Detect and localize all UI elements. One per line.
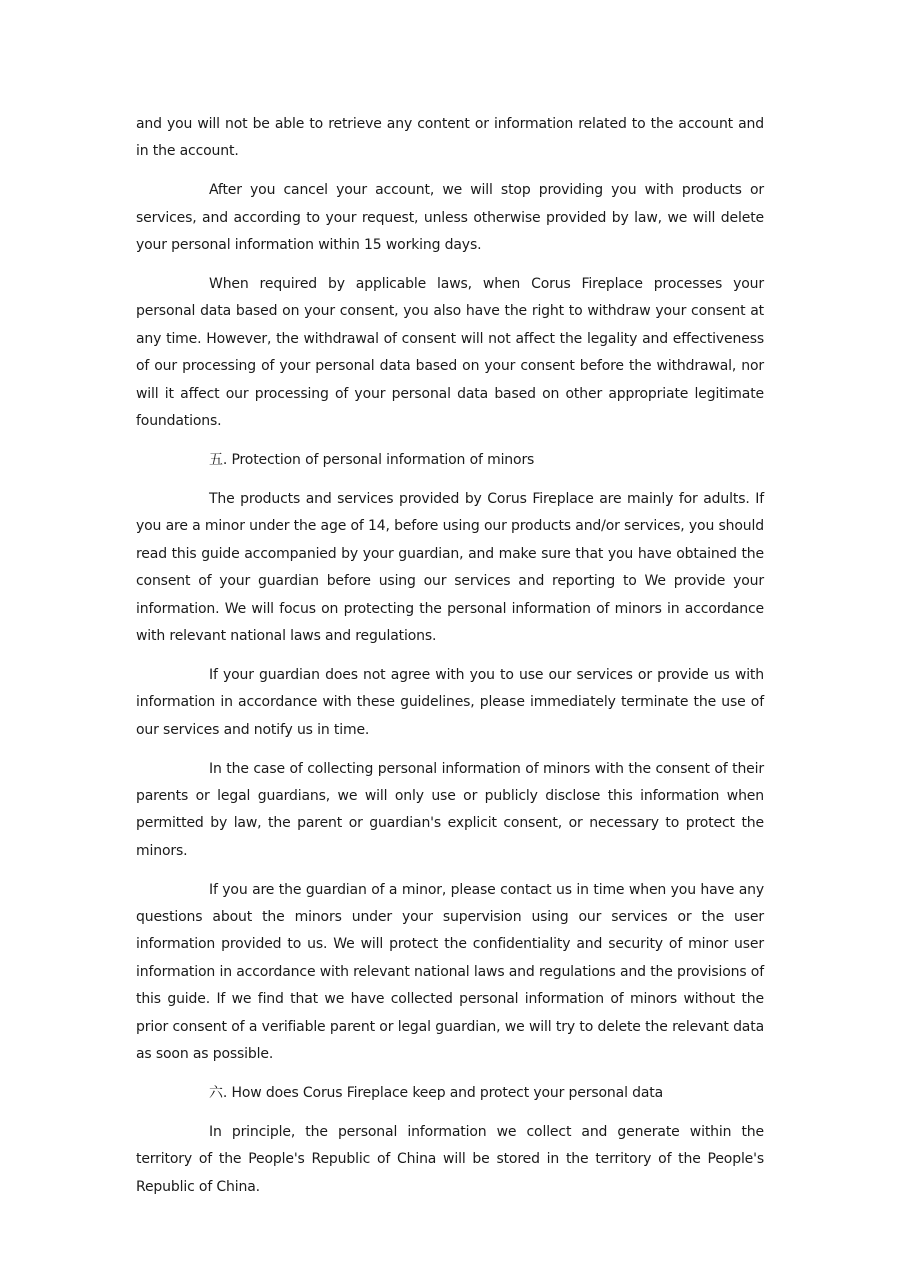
section-heading-keep-protect: 六. How does Corus Fireplace keep and protect your personal data [209,1085,664,1101]
paragraph-account-continuation: and you will not be able to retrieve any content or information related to the account and in the account. [136,116,764,160]
paragraph-guardian-contact: If you are the guardian of a minor, please contact us in time when you have any questions about the minors under your supervision using our services or the user information provided to us. We will protect the confidentiality and security of minor user information in accordance with relevant national laws and regulations and the provisions of this guide. If we find that we have collected personal information of minors without the prior consent of a verifiable parent or legal guardian, we will try to delete the relevant data as soon as possible. [136,881,764,1063]
paragraph-guardian-disagree: If your guardian does not agree with you to use our services or provide us with information in accordance with these guidelines, please immediately terminate the use of our services and notify us in time. [136,666,764,738]
section-heading-minors: 五. Protection of personal information of minors [209,451,535,468]
paragraph-withdraw-consent: When required by applicable laws, when Corus Fireplace processes your personal data based on your consent, you also have the right to withdraw your consent at any time. However, the withdrawal of consent will not affect the legality and effectiveness of our processing of your personal data based on your consent before the withdrawal, nor will it affect our processing of your personal data based on other appropriate legitimate foundations. [136,276,764,430]
document-page [136,111,764,1213]
paragraph-cancel-account: After you cancel your account, we will stop providing you with products or services, and according to your request, unless otherwise provided by law, we will delete your personal information within 15 working days. [136,182,764,254]
paragraph-storage-territory: In principle, the personal information we collect and generate within the territory of the People's Republic of China will be stored in the territory of the People's Republic of China. [136,1123,764,1195]
paragraph-collecting-minors-info: In the case of collecting personal information of minors with the consent of their parents or legal guardians, we will only use or publicly disclose this information when permitted by law, the parent or guardian's explicit consent, or necessary to protect the minors. [136,760,764,859]
paragraph-minors-adults: The products and services provided by Corus Fireplace are mainly for adults. If you are a minor under the age of 14, before using our products and/or services, you should read this guide accompanied by your guardian, and make sure that you have obtained the consent of your guardian before using our services and reporting to We provide your information. We will focus on protecting the personal information of minors in accordance with relevant national laws and regulations. [136,490,764,644]
